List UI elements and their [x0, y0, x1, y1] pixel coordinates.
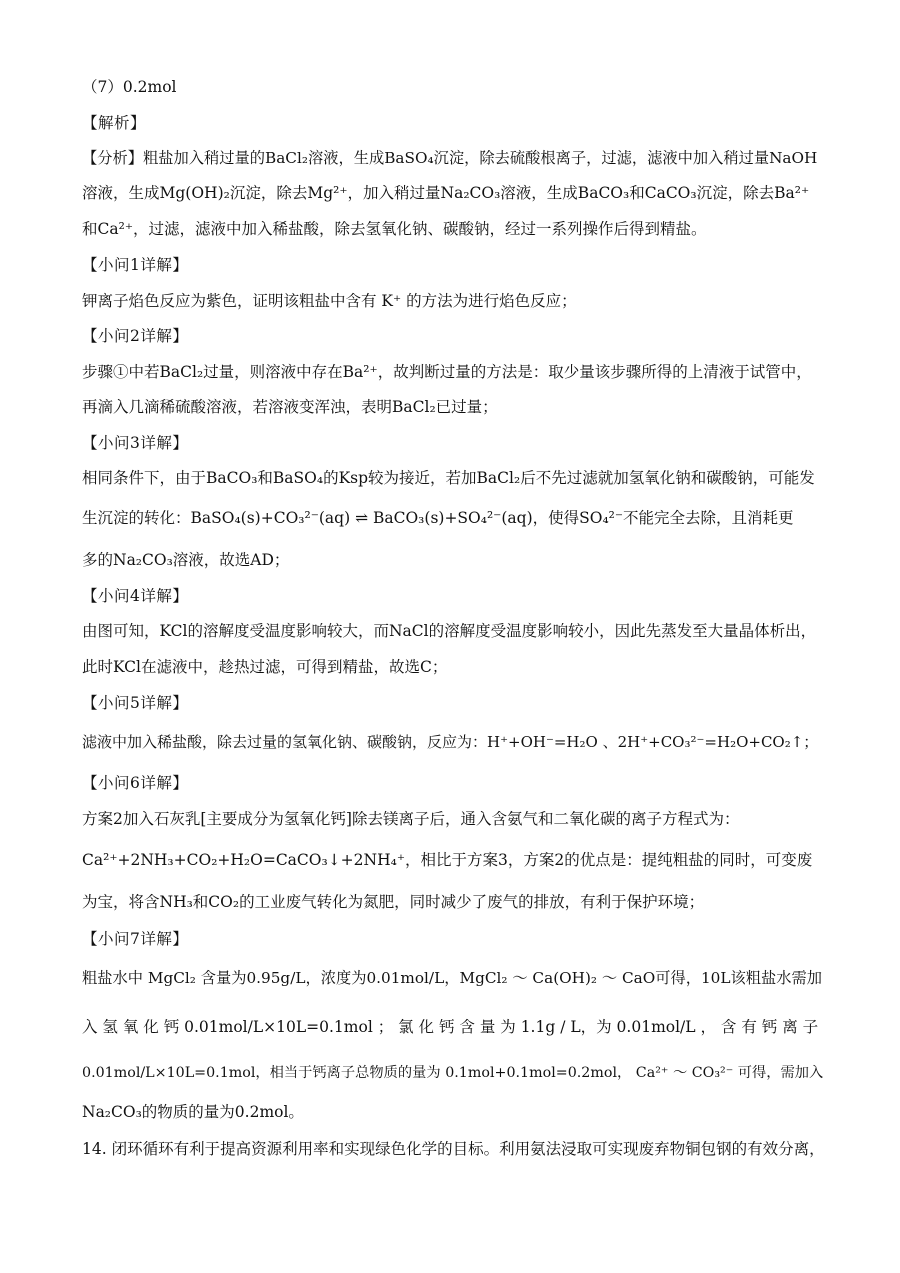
q3-line-1: 相同条件下，由于BaCO₃和BaSO₄的Ksp较为接近，若加BaCl₂后不先过滤就加氢氧化钠和碳酸钠，可能发 — [82, 469, 815, 487]
q6-line-2: Ca²⁺+2NH₃+CO₂+H₂O=CaCO₃↓+2NH₄⁺，相比于方案3，方案2的优点是：提纯粗盐的同时，可变废 — [82, 851, 813, 869]
q7-line-1: 粗盐水中 MgCl₂ 含量为0.95g/L，浓度为0.01mol/L，MgCl₂ ～ Ca(OH)₂ ～ CaO可得，10L该粗盐水需加 — [82, 969, 822, 987]
q1-title: 【小问1详解】 — [82, 256, 189, 274]
q6-line-1: 方案2加入石灰乳[主要成分为氢氧化钙]除去镁离子后，通入含氨气和二氧化碳的离子方程式为： — [82, 810, 740, 828]
q2-title: 【小问2详解】 — [82, 327, 189, 345]
analysis-line-2: 溶液，生成Mg(OH)₂沉淀，除去Mg²⁺，加入稍过量Na₂CO₃溶液，生成BaCO₃和CaCO₃沉淀，除去Ba²⁺ — [82, 184, 810, 202]
q4-line-2: 此时KCl在滤液中，趁热过滤，可得到精盐，故选C； — [82, 658, 448, 676]
q3-line-3: 多的Na₂CO₃溶液，故选AD； — [82, 551, 290, 569]
q2-line-2: 再滴入几滴稀硫酸溶液，若溶液变浑浊，表明BaCl₂已过量； — [82, 398, 498, 416]
section-jiexi: 【解析】 — [82, 114, 147, 132]
q6-line-3: 为宝，将含NH₃和CO₂的工业废气转化为氮肥，同时减少了废气的排放，有利于保护环境； — [82, 893, 705, 911]
q7-line-3: 0.01mol/L×10L=0.1mol，相当于钙离子总物质的量为 0.1mol+0.1mol=0.2mol， Ca²⁺ ～ CO₃²⁻ 可得，需加入 — [82, 1065, 824, 1081]
q2-line-1: 步骤①中若BaCl₂过量，则溶液中存在Ba²⁺，故判断过量的方法是：取少量该步骤所得的上清液于试管中， — [82, 363, 812, 381]
q5-line-1: 滤液中加入稀盐酸，除去过量的氢氧化钠、碳酸钠，反应为：H⁺+OH⁻=H₂O 、2H⁺+CO₃²⁻=H₂O+CO₂↑； — [82, 733, 819, 751]
answer-7: （7）0.2mol — [82, 78, 177, 96]
q7-title: 【小问7详解】 — [82, 930, 189, 948]
analysis-line-1: 【分析】粗盐加入稍过量的BaCl₂溶液，生成BaSO₄沉淀，除去硫酸根离子，过滤，滤液中加入稍过量NaOH — [82, 149, 818, 167]
q7-line-4: Na₂CO₃的物质的量为0.2mol。 — [82, 1103, 304, 1121]
q3-title: 【小问3详解】 — [82, 434, 189, 452]
q7-line-2: 入 氢 氧 化 钙 0.01mol/L×10L=0.1mol ； 氯 化 钙 含 量 为 1.1g / L，为 0.01mol/L ， 含 有 钙 离 子 — [82, 1018, 819, 1036]
q5-title: 【小问5详解】 — [82, 694, 189, 712]
next-question-text: 14. 闭环循环有利于提高资源利用率和实现绿色化学的目标。利用氨法浸取可实现废弃物铜包钢的有效分离， — [82, 1140, 825, 1158]
q4-line-1: 由图可知，KCl的溶解度受温度影响较大，而NaCl的溶解度受温度影响较小，因此先蒸发至大量晶体析出， — [82, 622, 817, 640]
q6-title: 【小问6详解】 — [82, 774, 189, 792]
q3-line-2: 生沉淀的转化：BaSO₄(s)+CO₃²⁻(aq) ⇌ BaCO₃(s)+SO₄²⁻(aq)，使得SO₄²⁻不能完全去除，且消耗更 — [82, 509, 794, 527]
q4-title: 【小问4详解】 — [82, 587, 189, 605]
q1-line-1: 钾离子焰色反应为紫色，证明该粗盐中含有 K⁺ 的方法为进行焰色反应； — [82, 292, 577, 310]
analysis-line-3: 和Ca²⁺，过滤，滤液中加入稀盐酸，除去氢氧化钠、碳酸钠，经过一系列操作后得到精盐。 — [82, 220, 707, 238]
